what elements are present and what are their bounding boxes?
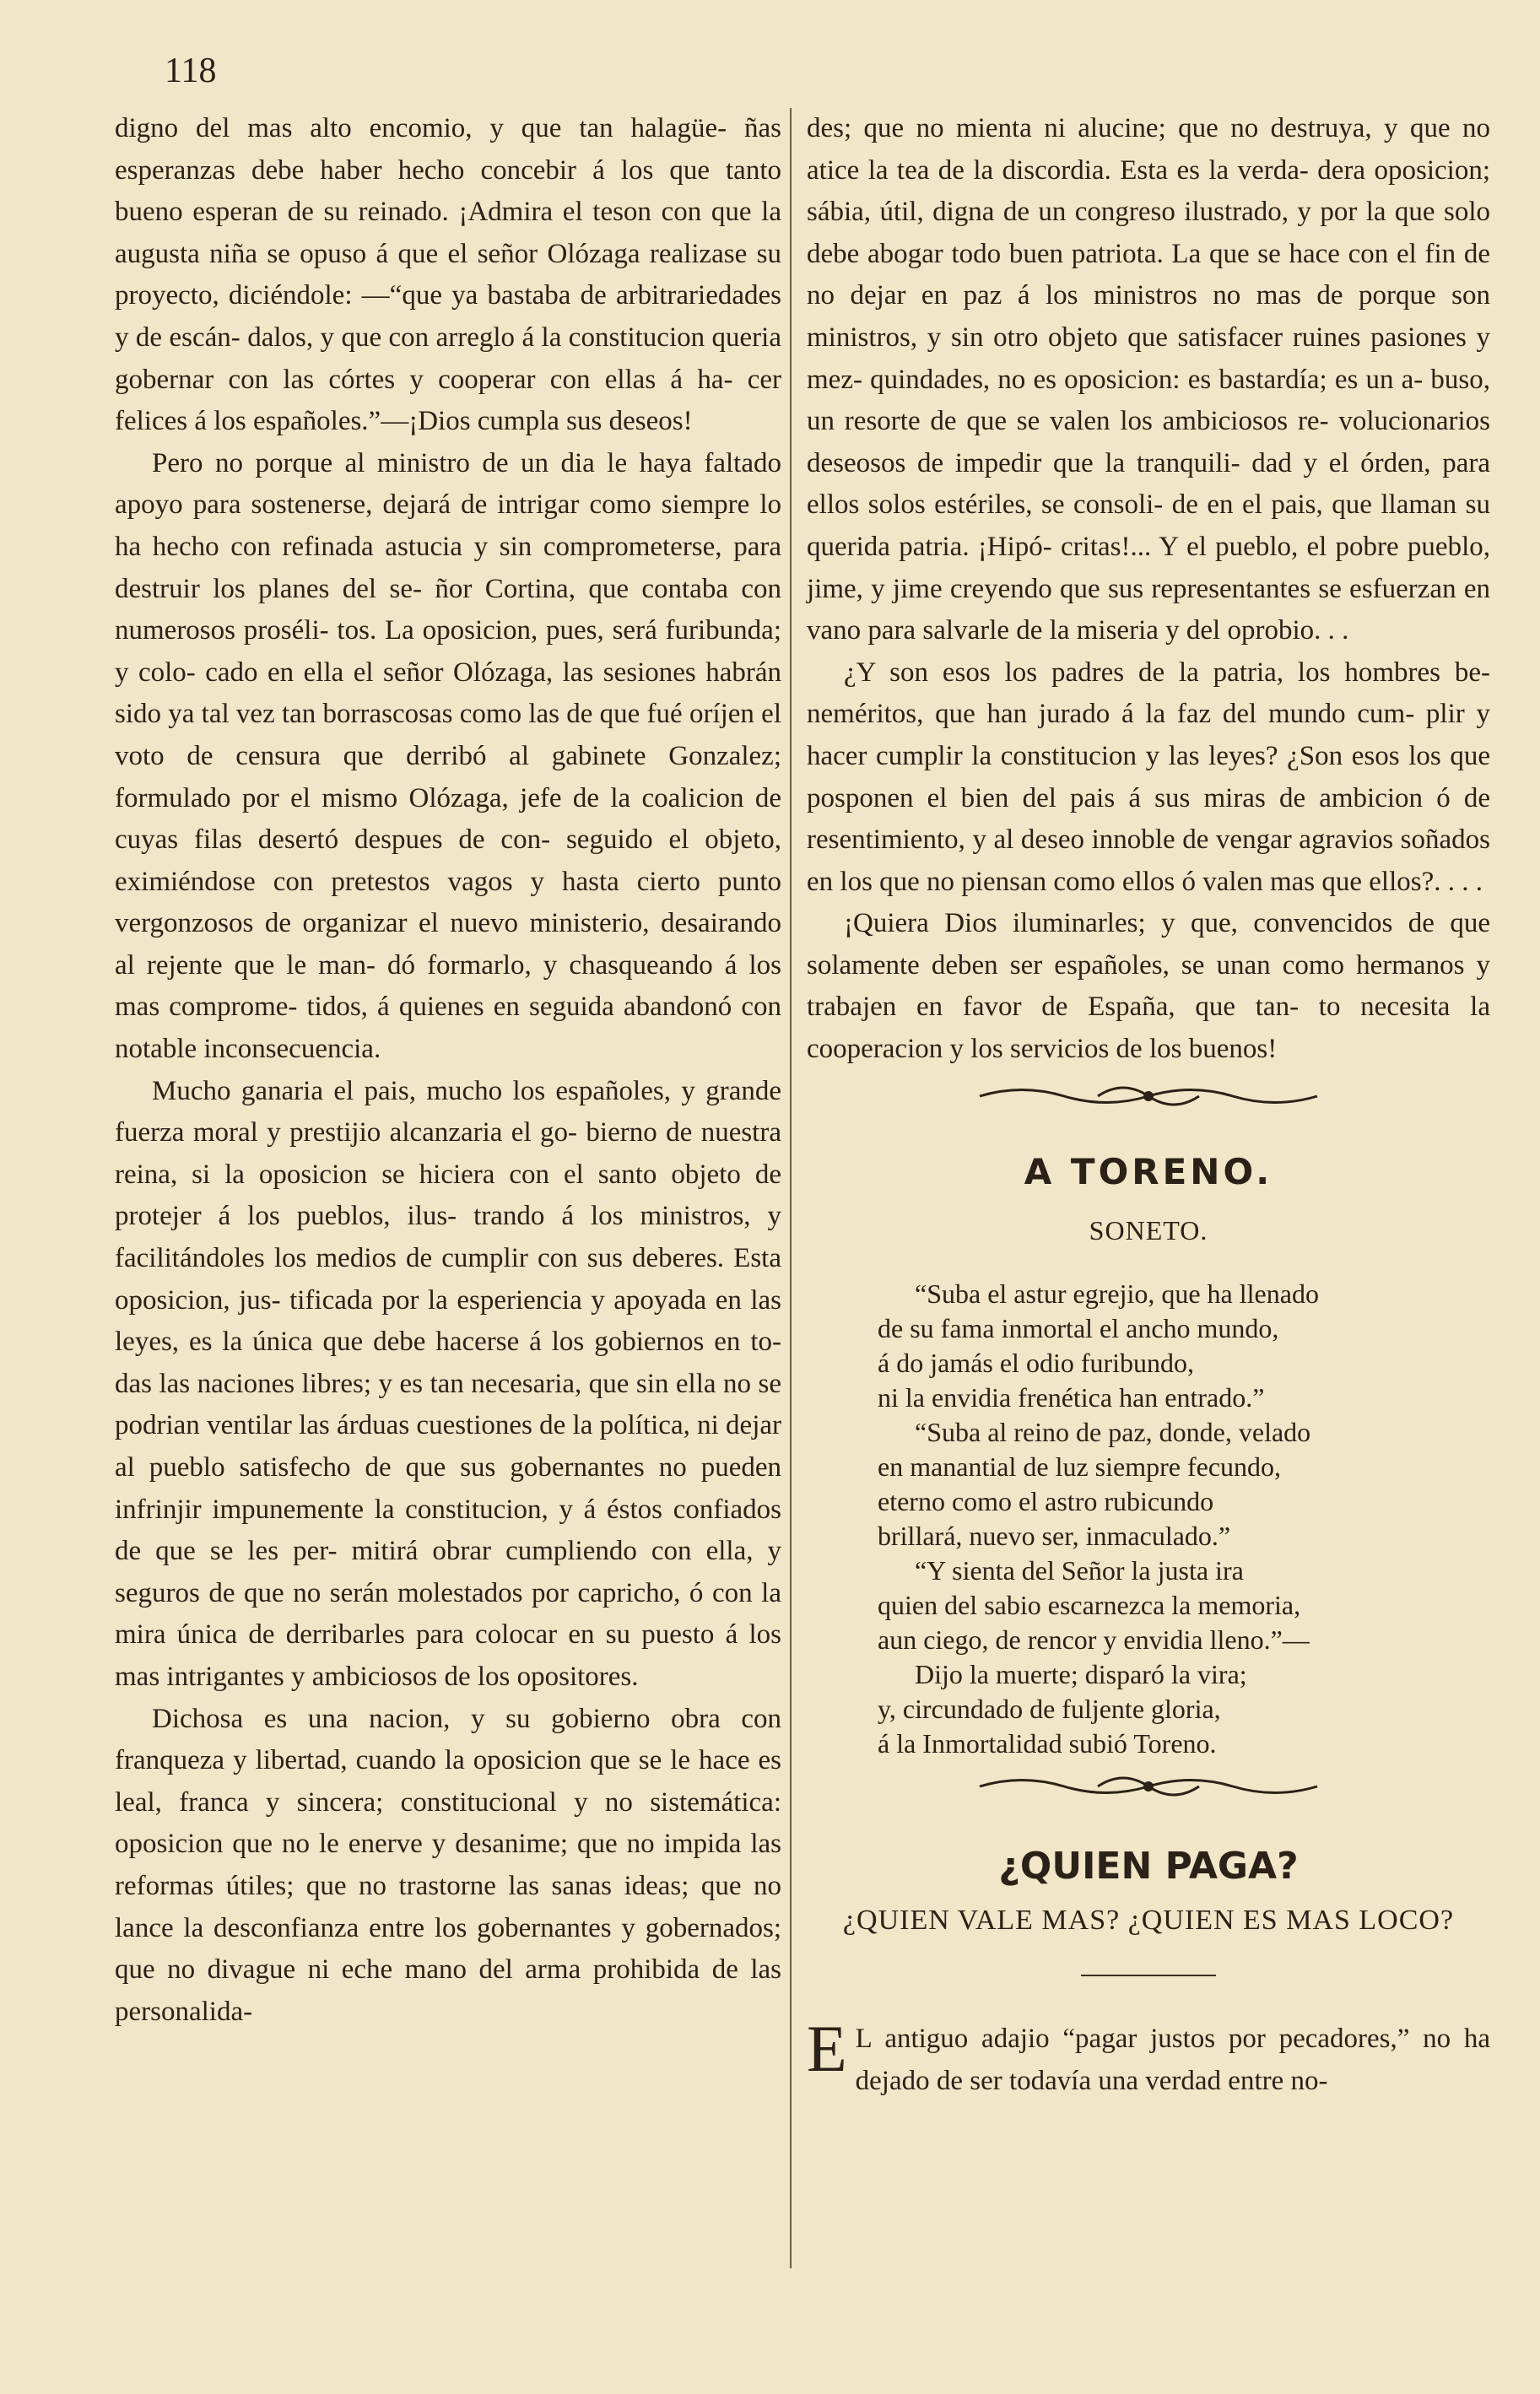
flourish-icon bbox=[971, 1770, 1326, 1803]
right-column bbox=[807, 108, 1490, 2102]
sonnet-line: en manantial de luz siempre fecundo, bbox=[878, 1451, 1282, 1483]
sonnet-line: eterno como el astro rubicundo bbox=[878, 1486, 1214, 1517]
article-opening-text: L antiguo adajio “pagar justos por pecadores,” no ha dejado de ser todavía una verdad entre no- bbox=[855, 2024, 1490, 2096]
sonnet-line: “Y sienta del Señor la justa ira bbox=[915, 1555, 1244, 1586]
column-divider bbox=[790, 108, 792, 2268]
sonnet-label: SONETO. bbox=[1089, 1214, 1208, 1246]
article-subtitle: ¿QUIEN VALE MAS? ¿QUIEN ES MAS LOCO? bbox=[842, 1904, 1455, 1936]
right-paragraph-3: ¡Quiera Dios iluminarles; y que, convencidos de que solamente deben ser españoles, se unan como hermanos y trabajen en favor de España, que tan- to necesita la cooperacion y los servicios de los buenos! bbox=[807, 908, 1490, 1065]
left-paragraph-1: digno del mas alto encomio, y que tan halagüe- ñas esperanzas debe haber hecho concebir á los que tanto bueno esperan de su reinado. ¡Admira el teson con que la augusta niña se opuso á que el señor Olózaga realizase su proyecto, diciéndole: —“que ya bastaba de arbitrariedades y de escán- dalos, y que con arreglo á la constitucion queria gobernar con las córtes y cooperar con ellas á ha- cer felices á los españoles.”—¡Dios cumpla sus deseos! bbox=[115, 113, 781, 437]
left-paragraph-2: Pero no porque al ministro de un dia le haya faltado apoyo para sostenerse, dejará de intrigar como siempre lo ha hecho con refinada astucia y sin comprometerse, para destruir los planes del se- ñor Cortina, que contaba con numerosos proséli- tos. La oposicion, pues, será furibunda; y colo- cado en ella el señor Olózaga, las sesiones habrán sido ya tal vez tan borrascosas como las de que fué oríjen el voto de censura que derribó al gabinete Gonzalez; formulado por el mismo Olózaga, jefe de la coalicion de cuyas filas desertó despues de con- seguido el objeto, eximiéndose con pretestos vagos y hasta cierto punto vergonzosos de organizar el nuevo ministerio, desairando al rejente que le man- dó formarlo, y chasqueando á los mas comprome- tidos, á quienes en seguida abandonó con notable inconsecuencia. bbox=[115, 447, 781, 1065]
sonnet-line: ni la envidia frenética han entrado.” bbox=[878, 1382, 1265, 1413]
ornament-divider-top bbox=[807, 1079, 1490, 1127]
left-column bbox=[115, 108, 781, 2033]
sonnet bbox=[807, 1277, 1490, 1761]
sonnet-line: brillará, nuevo ser, inmaculado.” bbox=[878, 1521, 1231, 1552]
sonnet-line: de su fama inmortal el ancho mundo, bbox=[878, 1313, 1279, 1344]
article-title: ¿QUIEN PAGA? bbox=[998, 1845, 1299, 1889]
right-paragraph-1: des; que no mienta ni alucine; que no destruya, y que no atice la tea de la discordia. Esta es la verda- dera oposicion; sábia, útil, digna de un congreso ilustrado, y por la que solo debe abogar todo buen patriota. La que se hace con el fin de no dejar en paz á los ministros no mas de porque son ministros, y sin otro objeto que satisfacer ruines pasiones y mez- quindades, no es oposicion: es bastardía; es un a- buso, un resorte de que se valen los ambiciosos re- volucionarios deseosos de impedir que la tranquili- dad y el órden, para ellos solos estériles, se consoli- de en el pais, que llaman su querida patria. ¡Hipó- critas!... Y el pueblo, el pobre pueblo, jime, y jime creyendo que sus representantes se esfuerzan en vano para salvarle de la miseria y del oprobio. . . bbox=[807, 113, 1490, 646]
short-rule bbox=[1081, 1975, 1216, 1976]
sonnet-line: á la Inmortalidad subió Toreno. bbox=[878, 1728, 1217, 1759]
sonnet-line: y, circundado de fuljente gloria, bbox=[878, 1694, 1221, 1725]
drop-cap: E bbox=[807, 2012, 847, 2086]
sonnet-line: aun ciego, de rencor y envidia lleno.”— bbox=[878, 1624, 1310, 1656]
sonnet-heading: A TORENO. bbox=[1024, 1151, 1273, 1193]
sonnet-line: quien del sabio escarnezca la memoria, bbox=[878, 1590, 1301, 1621]
flourish-icon bbox=[971, 1079, 1326, 1113]
ornament-divider-bottom bbox=[807, 1770, 1490, 1817]
right-paragraph-2: ¿Y son esos los padres de la patria, los hombres be- neméritos, que han jurado á la faz del mundo cum- plir y hacer cumplir la constitucion y las leyes? ¿Son esos los que posponen el bien del pais á sus miras de ambicion ó de resentimiento, y al deseo innoble de vengar agravios soñados en los que no piensan como ellos ó valen mas que ellos?. . . . bbox=[807, 657, 1490, 897]
sonnet-line: “Suba al reino de paz, donde, velado bbox=[915, 1417, 1311, 1448]
sonnet-line: á do jamás el odio furibundo, bbox=[878, 1348, 1195, 1379]
left-paragraph-4: Dichosa es una nacion, y su gobierno obra con franqueza y libertad, cuando la oposicion que se le hace es leal, franca y sincera; constitucional y no sistemática: oposicion que no le enerve y desanime; que no impida las reformas útiles; que no trastorne las sanas ideas; que no lance la desconfianza entre los gobernantes y gobernados; que no divague ni eche mano del arma prohibida de las personalida- bbox=[115, 1703, 781, 2027]
page-number: 118 bbox=[165, 51, 217, 90]
article-opening-paragraph bbox=[807, 2012, 1490, 2102]
left-paragraph-3: Mucho ganaria el pais, mucho los españoles, y grande fuerza moral y prestijio alcanzaria el go- bierno de nuestra reina, si la oposicion se hiciera con el santo objeto de protejer á los pueblos, ilus- trando á los ministros, y facilitándoles los medios de cumplir con sus deberes. Esta oposicion, jus- tificada por la esperiencia y apoyada en las leyes, es la única que debe hacerse á los gobiernos en to- das las naciones libres; y es tan necesaria, que sin ella no se podrian ventilar las árduas cuestiones de la política, ni dejar al pueblo satisfecho de que sus gobernantes no pueden infrinjir impunemente la constitucion, y á éstos confiados de que se les per- mitirá obrar cumpliendo con ella, y seguros de que no serán molestados por capricho, ó con la mira única de derribarles para colocar en su puesto á los mas intrigantes y ambiciosos de los opositores. bbox=[115, 1075, 781, 1692]
sonnet-line: Dijo la muerte; disparó la vira; bbox=[915, 1659, 1247, 1690]
sonnet-line: “Suba el astur egrejio, que ha llenado bbox=[915, 1278, 1319, 1310]
